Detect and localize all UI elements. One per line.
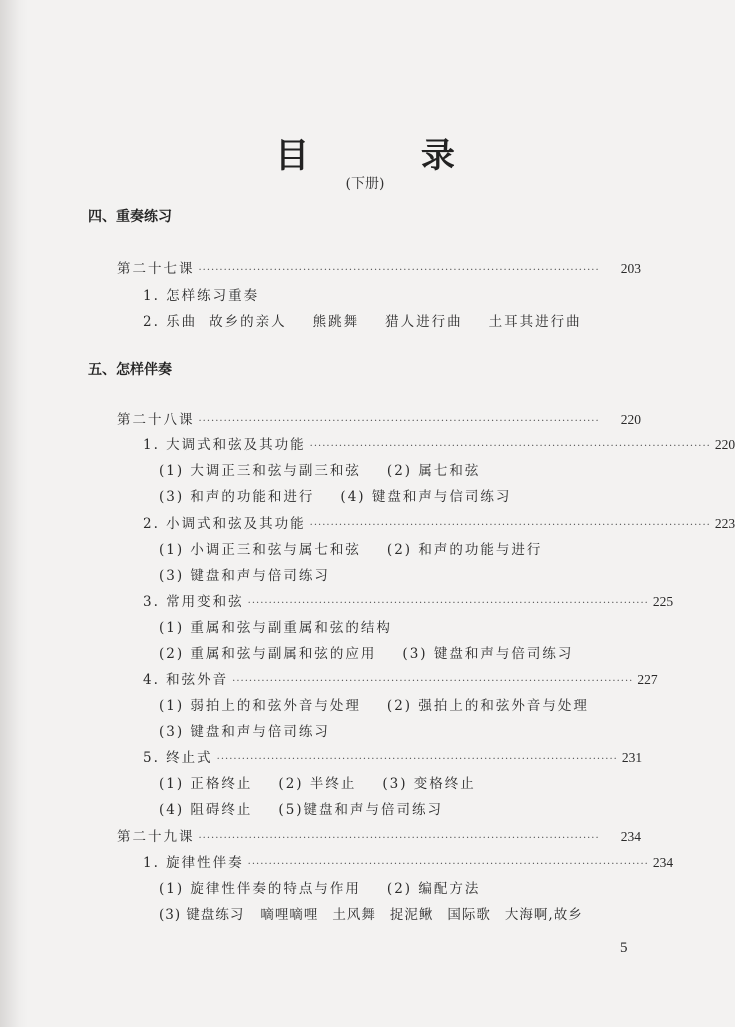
page-ref: 220 <box>714 437 735 452</box>
toc-subline <box>159 616 392 636</box>
subitem: (1) 大调正三和弦与副三和弦 <box>159 463 361 479</box>
piece-title: 熊跳舞 <box>312 314 360 330</box>
page-ref: 203 <box>620 261 641 276</box>
song-title: 捉泥鳅 <box>389 907 434 923</box>
subitem: (2) 属七和弦 <box>386 463 481 479</box>
subitem: (2) 强拍上的和弦外音与处理 <box>386 698 589 714</box>
page-ref: 227 <box>637 672 658 687</box>
page-title: 目 录 <box>275 136 505 176</box>
item-label: 2. 小调式和弦及其功能 <box>143 516 306 532</box>
page-ref: 234 <box>652 855 674 870</box>
item-label: 1. 大调式和弦及其功能 <box>143 437 306 453</box>
piece-title: 故乡的亲人 <box>209 314 287 330</box>
toc-subline <box>159 642 573 662</box>
subitem: (3) 键盘练习 <box>159 907 245 923</box>
item-label: 3. 常用变和弦 <box>143 594 244 610</box>
item-label: 4. 和弦外音 <box>143 672 229 688</box>
page-ref: 220 <box>620 412 641 427</box>
subitem: (1) 小调正三和弦与属七和弦 <box>159 542 361 558</box>
toc-entry-lesson-27[interactable] <box>117 257 641 277</box>
page-number: 5 <box>620 940 628 956</box>
song-title: 土风舞 <box>332 907 376 923</box>
toc-subline <box>159 877 480 897</box>
page-ref: 223 <box>714 516 735 531</box>
toc-subline <box>159 720 330 740</box>
page-ref: 234 <box>620 829 641 844</box>
toc-entry-28-4[interactable] <box>143 668 658 688</box>
toc-subline <box>159 903 583 923</box>
subitem: (1) 旋律性伴奏的特点与作用 <box>159 881 361 897</box>
page-ref: 231 <box>621 750 643 765</box>
subitem: (4) 键盘和声与信司练习 <box>340 489 512 505</box>
subitem: (2) 半终止 <box>278 776 357 792</box>
leader-dots: ································································································ <box>198 265 600 276</box>
leader-dots: ································································································ <box>216 754 618 765</box>
leader-dots: ································································································ <box>309 441 711 452</box>
song-title: 嘀哩嘀哩 <box>260 907 319 923</box>
leader-dots: ································································································ <box>198 833 600 844</box>
toc-entry-28-5[interactable] <box>143 746 641 766</box>
leader-dots: ································································································ <box>247 598 649 609</box>
subitem: (2) 重属和弦与副属和弦的应用 <box>159 646 377 662</box>
toc-subline <box>159 564 330 584</box>
subitem: (3) 键盘和声与倍司练习 <box>159 568 330 584</box>
page-ref: 225 <box>652 594 674 609</box>
subitem: (1) 弱拍上的和弦外音与处理 <box>159 698 361 714</box>
section-heading-5: 五、怎样伴奏 <box>88 362 172 378</box>
song-title: 国际歌 <box>447 907 491 923</box>
piece-title: 土耳其进行曲 <box>488 314 582 330</box>
toc-subline <box>159 485 511 505</box>
leader-dots: ································································································ <box>198 416 600 427</box>
subitem: (5)键盘和声与倍司练习 <box>278 802 444 818</box>
toc-entry-27-1[interactable]: 1. 怎样练习重奏 <box>143 288 260 304</box>
leader-dots: ································································································ <box>247 859 649 870</box>
subitem: (2) 编配方法 <box>386 881 481 897</box>
item-label: 5. 终止式 <box>143 750 213 766</box>
subitem: (1) 正格终止 <box>159 776 253 792</box>
subitem: (4) 阻碍终止 <box>159 802 253 818</box>
leader-dots: ································································································ <box>309 520 711 531</box>
lesson-label: 第二十九课 <box>117 829 195 845</box>
toc-subline <box>159 798 443 818</box>
item-label: 2. 乐曲 <box>143 314 198 330</box>
item-label: 1. 旋律性伴奏 <box>143 855 244 871</box>
page-subtitle: (下册) <box>345 176 385 192</box>
toc-subline <box>159 772 476 792</box>
toc-entry-lesson-29[interactable] <box>117 825 641 845</box>
subitem: (3) 键盘和声与倍司练习 <box>402 646 574 662</box>
toc-entry-28-3[interactable] <box>143 590 674 610</box>
subitem: (3) 变格终止 <box>382 776 476 792</box>
song-title: 大海啊,故乡 <box>504 907 583 923</box>
toc-entry-28-2[interactable] <box>143 512 735 532</box>
toc-subline <box>159 459 480 479</box>
toc-entry-27-2[interactable] <box>143 310 582 330</box>
toc-entry-29-1[interactable] <box>143 851 674 871</box>
toc-subline <box>159 694 589 714</box>
section-heading-4: 四、重奏练习 <box>88 209 172 225</box>
lesson-label: 第二十七课 <box>117 261 195 277</box>
subitem: (3) 和声的功能和进行 <box>159 489 315 505</box>
piece-title: 猎人进行曲 <box>385 314 463 330</box>
lesson-label: 第二十八课 <box>117 412 195 428</box>
toc-entry-lesson-28[interactable] <box>117 408 641 428</box>
leader-dots: ································································································ <box>232 676 634 687</box>
subitem: (2) 和声的功能与进行 <box>386 542 543 558</box>
toc-entry-28-1[interactable] <box>143 433 735 453</box>
subitem: (3) 键盘和声与倍司练习 <box>159 724 330 740</box>
subitem: (1) 重属和弦与副重属和弦的结构 <box>159 620 392 636</box>
toc-subline <box>159 538 542 558</box>
